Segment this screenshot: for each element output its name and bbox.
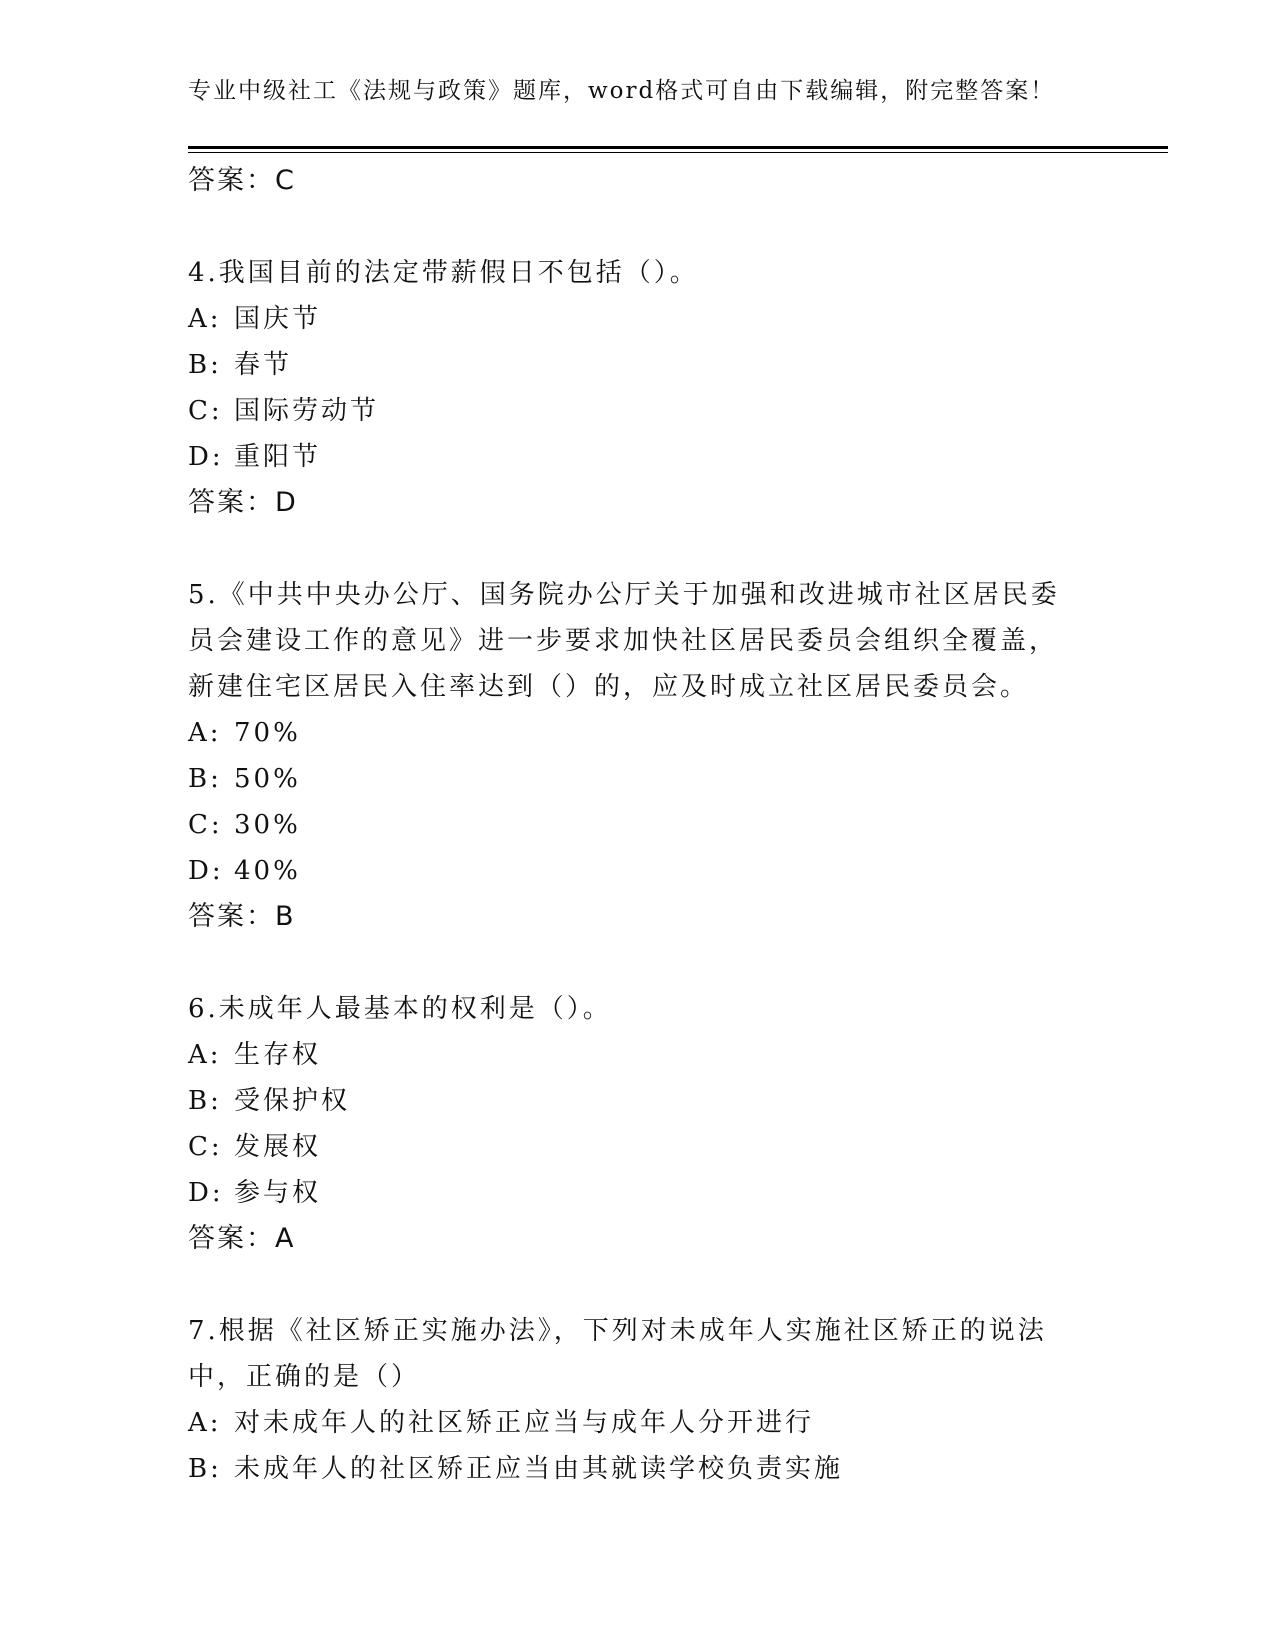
option-b (188, 756, 1088, 802)
option-text: 未成年人的社区矫正应当由其就读学校负责实施 (234, 1454, 844, 1484)
option-text: 国际劳动节 (234, 396, 380, 426)
answer-line (188, 480, 1088, 526)
question-text: 新建住宅区居民入住率达到（）的，应及时成立社区居民委员会。 (188, 672, 1030, 702)
option-label: C: (188, 1132, 223, 1162)
question-content (188, 158, 1088, 1492)
question-text: 7.根据《社区矫正实施办法》，下列对未成年人实施社区矫正的说法 (188, 1316, 1047, 1346)
answer-value: B (275, 901, 296, 932)
answer-value: D (275, 487, 298, 518)
answer-label: 答案： (188, 487, 275, 518)
option-text: 30% (234, 810, 301, 840)
question-text: 中，正确的是（） (188, 1362, 421, 1392)
answer-line (188, 158, 1088, 204)
answer-value: C (275, 165, 296, 196)
option-b (188, 1446, 1088, 1492)
option-text: 参与权 (234, 1178, 322, 1208)
question-text: 5.《中共中央办公厅、国务院办公厅关于加强和改进城市社区居民委 (188, 580, 1060, 610)
question-text: 6.未成年人最基本的权利是（）。 (188, 994, 612, 1024)
answer-line (188, 1216, 1088, 1262)
option-label: D: (188, 856, 224, 886)
option-a (188, 1400, 1088, 1446)
option-c (188, 802, 1088, 848)
question-text: 员会建设工作的意见》进一步要求加快社区居民委员会组织全覆盖， (188, 626, 1059, 656)
option-label: B: (188, 1086, 222, 1116)
option-label: C: (188, 396, 223, 426)
spacer (188, 940, 1088, 986)
question-text: 4.我国目前的法定带薪假日不包括（）。 (188, 258, 699, 288)
option-label: D: (188, 442, 224, 472)
option-label: C: (188, 810, 223, 840)
header-rule-thin (188, 152, 1168, 153)
option-label: A: (188, 718, 222, 748)
option-text: 对未成年人的社区矫正应当与成年人分开进行 (234, 1408, 815, 1438)
option-label: A: (188, 304, 222, 334)
option-c (188, 388, 1088, 434)
spacer (188, 204, 1088, 250)
option-c (188, 1124, 1088, 1170)
option-text: 受保护权 (234, 1086, 351, 1116)
option-text: 生存权 (234, 1040, 322, 1070)
option-label: A: (188, 1040, 222, 1070)
option-d (188, 434, 1088, 480)
spacer (188, 526, 1088, 572)
option-label: B: (188, 350, 222, 380)
option-b (188, 342, 1088, 388)
option-d (188, 1170, 1088, 1216)
option-b (188, 1078, 1088, 1124)
option-a (188, 710, 1088, 756)
option-label: B: (188, 1454, 222, 1484)
option-a (188, 1032, 1088, 1078)
option-text: 重阳节 (234, 442, 322, 472)
option-text: 国庆节 (234, 304, 322, 334)
option-text: 50% (234, 764, 301, 794)
option-text: 发展权 (234, 1132, 322, 1162)
answer-line (188, 894, 1088, 940)
answer-value: A (275, 1223, 296, 1254)
option-label: A: (188, 1408, 222, 1438)
option-d (188, 848, 1088, 894)
option-text: 春节 (234, 350, 293, 380)
option-label: D: (188, 1178, 224, 1208)
header-rule-thick (188, 146, 1168, 149)
option-a (188, 296, 1088, 342)
spacer (188, 1262, 1088, 1308)
answer-label: 答案： (188, 165, 275, 196)
page-header: 专业中级社工《法规与政策》题库，word格式可自由下载编辑，附完整答案！ (188, 78, 1056, 104)
option-text: 70% (234, 718, 301, 748)
option-text: 40% (234, 856, 301, 886)
answer-label: 答案： (188, 901, 275, 932)
answer-label: 答案： (188, 1223, 275, 1254)
option-label: B: (188, 764, 222, 794)
